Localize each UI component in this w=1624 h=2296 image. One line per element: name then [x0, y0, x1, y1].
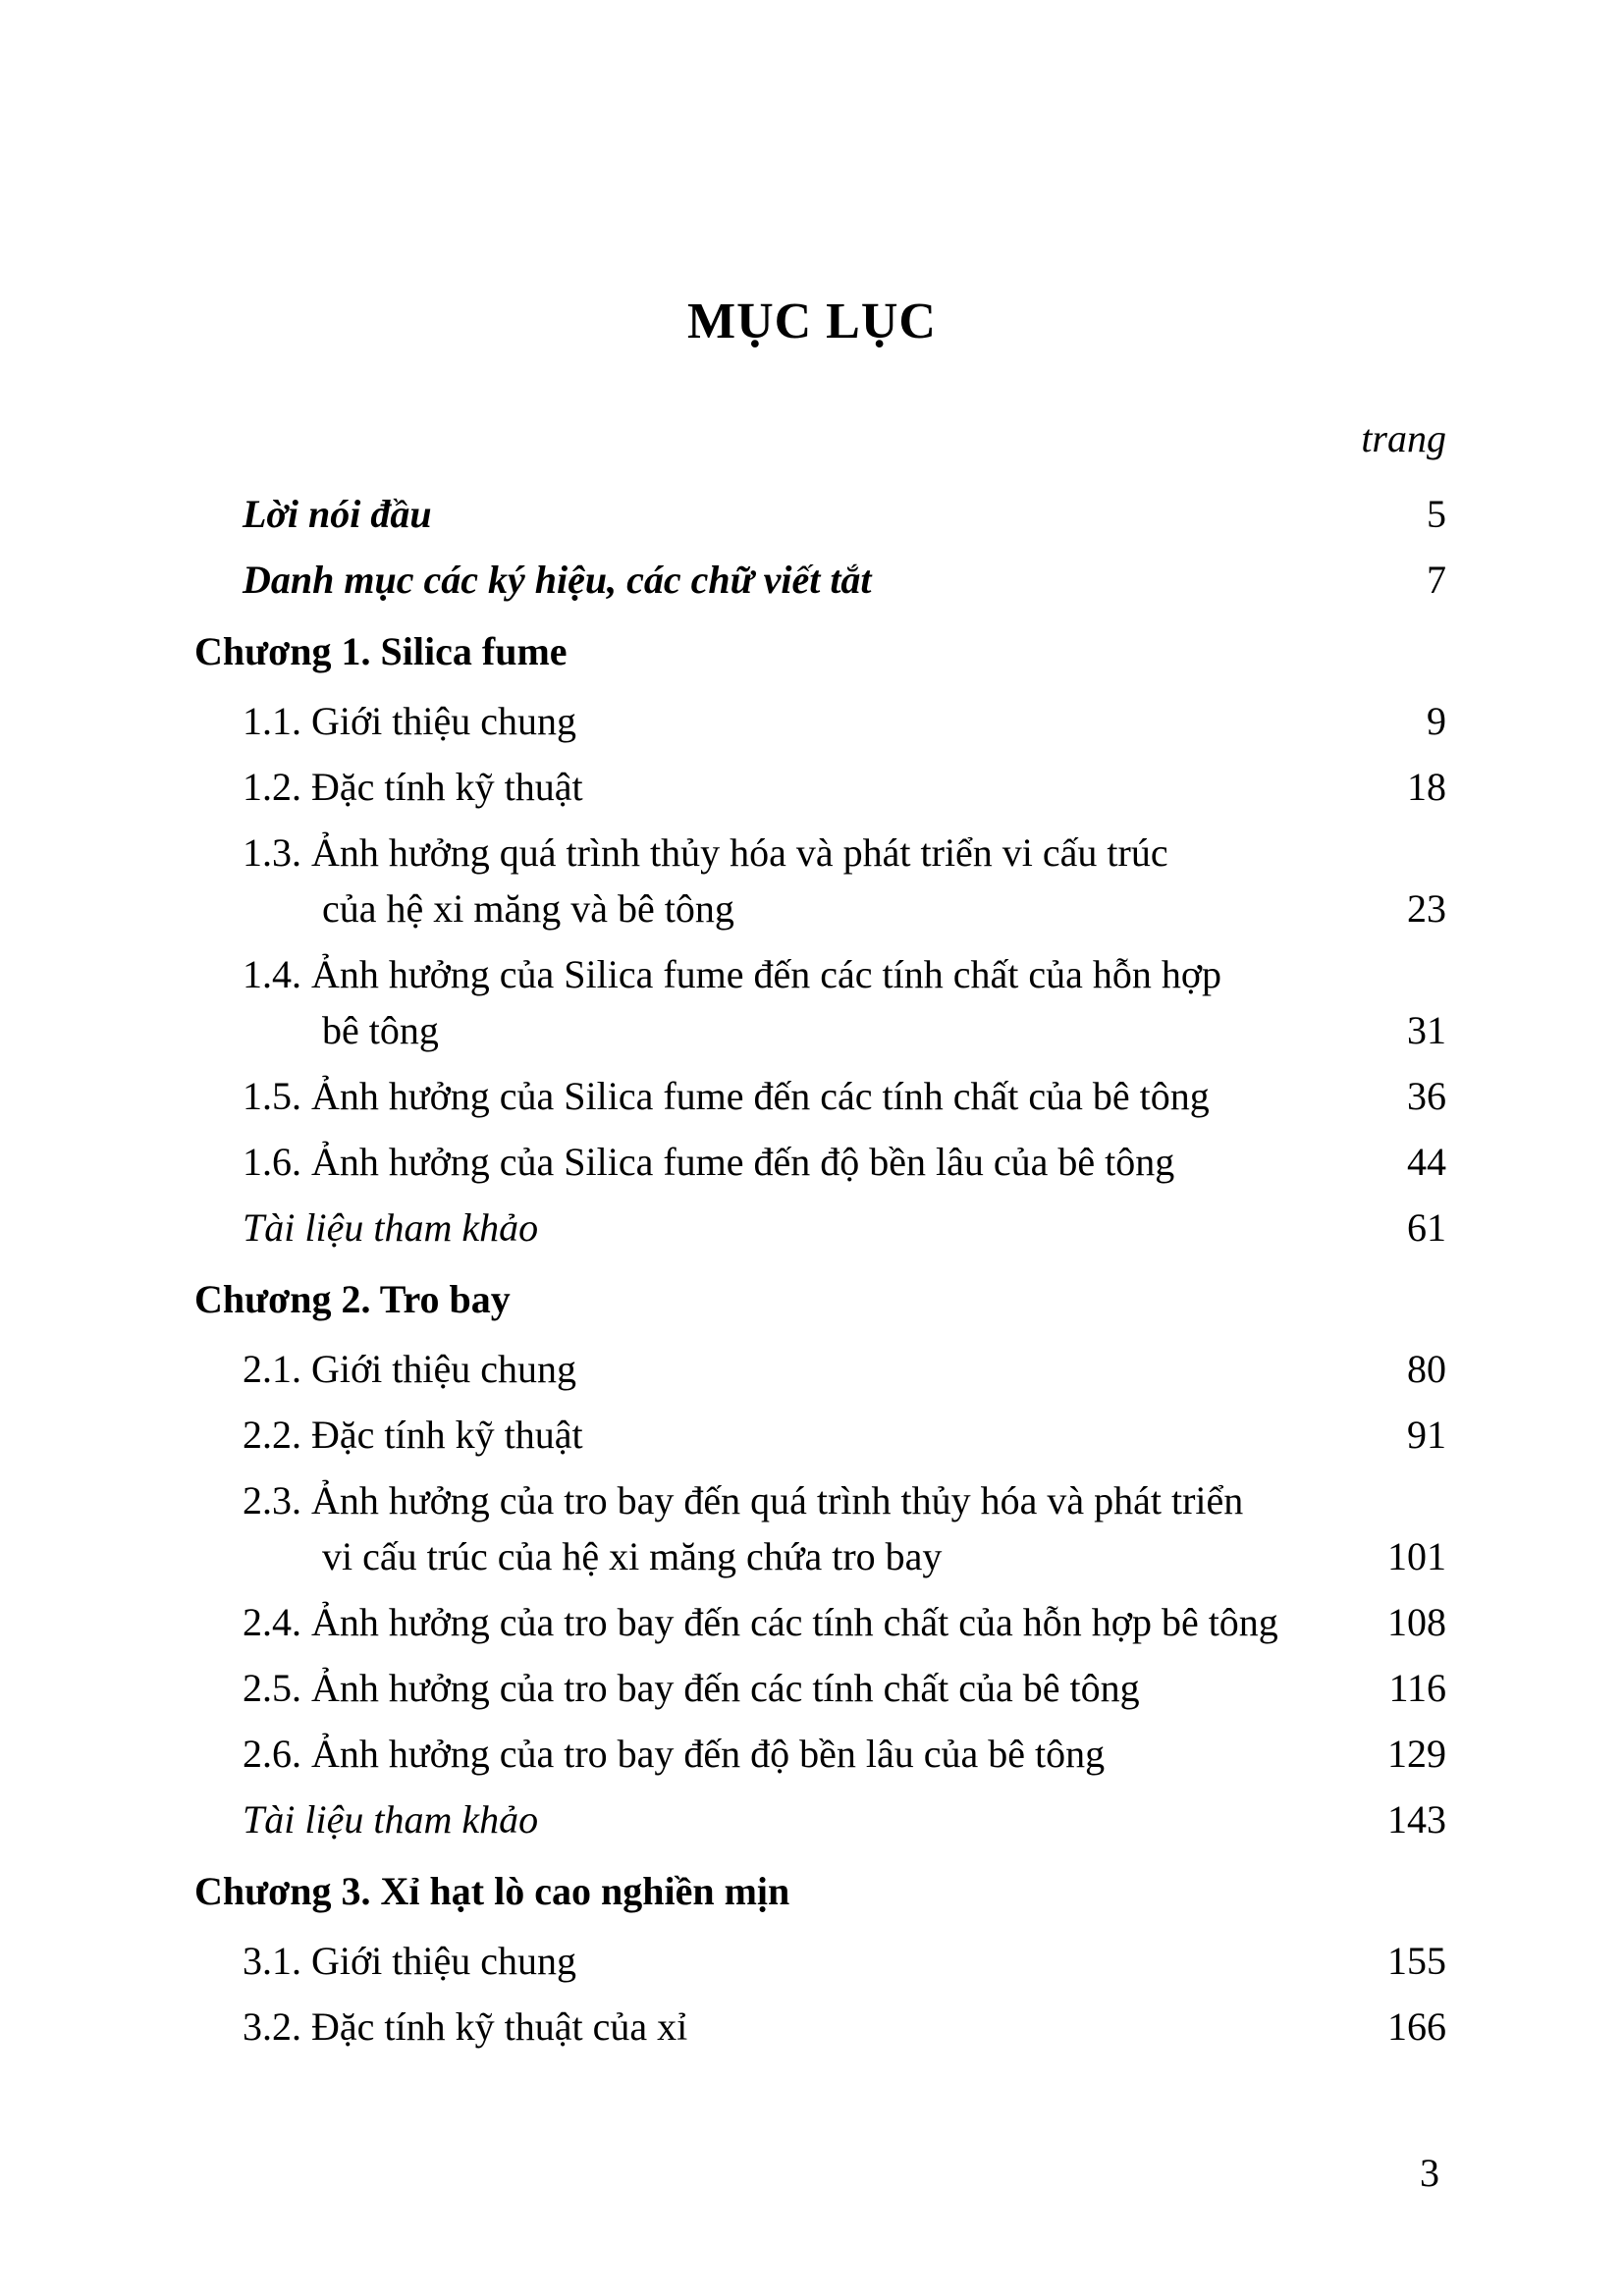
entry-page-number: 9	[1427, 699, 1446, 743]
entry-page-number: 143	[1387, 1797, 1446, 1842]
entry-title: 1.5. Ảnh hưởng của Silica fume đến các tính chất của bê tông	[243, 1074, 1210, 1118]
toc-entry-loi-noi-dau	[194, 486, 1446, 542]
page-title: MỤC LỤC	[687, 294, 937, 349]
entry-page-number: 80	[1407, 1347, 1446, 1391]
entry-title: 2.4. Ảnh hưởng của tro bay đến các tính chất của hỗn hợp bê tông	[243, 1600, 1278, 1644]
entry-title: Danh mục các ký hiệu, các chữ viết tắt	[243, 558, 872, 602]
toc-entry-2-6	[194, 1726, 1446, 1782]
entry-title-line-2: bê tông	[322, 1008, 439, 1052]
entry-page-number: 31	[1407, 1008, 1446, 1052]
chapter-title: Chương 2. Tro bay	[194, 1277, 511, 1321]
entry-title: 2.6. Ảnh hưởng của tro bay đến độ bền lâu của bê tông	[243, 1732, 1106, 1776]
toc-chapter-2-heading	[194, 1271, 1446, 1327]
entry-title-line-1: 2.3. Ảnh hưởng của tro bay đến quá trình thủy hóa và phát triển	[243, 1478, 1244, 1522]
entry-title: 3.1. Giới thiệu chung	[243, 1939, 576, 1983]
entry-title: Tài liệu tham khảo	[243, 1205, 539, 1250]
entry-page-number: 116	[1388, 1666, 1446, 1710]
entry-title: 1.1. Giới thiệu chung	[243, 699, 576, 743]
toc-entry-3-1	[194, 1933, 1446, 1989]
toc-entry-tai-lieu-tham-khao-2	[194, 1791, 1446, 1847]
entry-page-number: 36	[1407, 1074, 1446, 1118]
toc-entry-2-5	[194, 1660, 1446, 1716]
page-folio-number: 3	[1420, 2151, 1439, 2195]
entry-page-number: 18	[1407, 765, 1446, 809]
toc-entry-3-2	[194, 1999, 1446, 2055]
entry-page-number: 101	[1387, 1534, 1446, 1578]
entry-title-line-1: 1.3. Ảnh hưởng quá trình thủy hóa và phát triển vi cấu trúc	[243, 830, 1168, 875]
toc-entry-1-4	[194, 946, 1446, 1058]
entry-title-line-2: vi cấu trúc của hệ xi măng chứa tro bay	[322, 1534, 943, 1578]
toc-entry-1-1	[194, 693, 1446, 749]
entry-title: 3.2. Đặc tính kỹ thuật của xỉ	[243, 2004, 688, 2049]
entry-page-number: 129	[1387, 1732, 1446, 1776]
entry-page-number: 61	[1407, 1205, 1446, 1250]
toc-entry-2-2	[194, 1407, 1446, 1463]
entry-page-number: 91	[1407, 1413, 1446, 1457]
entry-page-number: 44	[1407, 1140, 1446, 1184]
entry-title: 2.2. Đặc tính kỹ thuật	[243, 1413, 583, 1457]
toc-entry-1-3	[194, 825, 1446, 936]
toc-entry-tai-lieu-tham-khao-1	[194, 1200, 1446, 1255]
entry-page-number: 5	[1427, 492, 1446, 536]
toc-entry-1-5	[194, 1068, 1446, 1124]
toc-chapter-3-heading	[194, 1863, 1446, 1919]
entry-title: Tài liệu tham khảo	[243, 1797, 539, 1842]
entry-title: 2.1. Giới thiệu chung	[243, 1347, 576, 1391]
table-of-contents	[194, 410, 1446, 2064]
page-column-header: trang	[1361, 416, 1446, 460]
entry-title: 2.5. Ảnh hưởng của tro bay đến các tính chất của bê tông	[243, 1666, 1140, 1710]
entry-page-number: 155	[1387, 1939, 1446, 1983]
entry-title-line-2: của hệ xi măng và bê tông	[322, 886, 734, 931]
toc-entry-1-6	[194, 1134, 1446, 1190]
entry-title: 1.6. Ảnh hưởng của Silica fume đến độ bền lâu của bê tông	[243, 1140, 1175, 1184]
chapter-title: Chương 3. Xỉ hạt lò cao nghiền mịn	[194, 1869, 790, 1913]
toc-entry-2-4	[194, 1594, 1446, 1650]
entry-page-number: 108	[1387, 1600, 1446, 1644]
toc-entry-1-2	[194, 759, 1446, 815]
chapter-title: Chương 1. Silica fume	[194, 629, 568, 673]
entry-title: Lời nói đầu	[243, 492, 432, 536]
toc-entry-2-3	[194, 1472, 1446, 1584]
entry-page-number: 166	[1387, 2004, 1446, 2049]
toc-chapter-1-heading	[194, 623, 1446, 679]
entry-page-number: 7	[1427, 558, 1446, 602]
entry-title: 1.2. Đặc tính kỹ thuật	[243, 765, 583, 809]
toc-entry-danh-muc-ky-hieu	[194, 552, 1446, 608]
entry-page-number: 23	[1407, 886, 1446, 931]
toc-entry-2-1	[194, 1341, 1446, 1397]
entry-title-line-1: 1.4. Ảnh hưởng của Silica fume đến các tính chất của hỗn hợp	[243, 952, 1222, 996]
